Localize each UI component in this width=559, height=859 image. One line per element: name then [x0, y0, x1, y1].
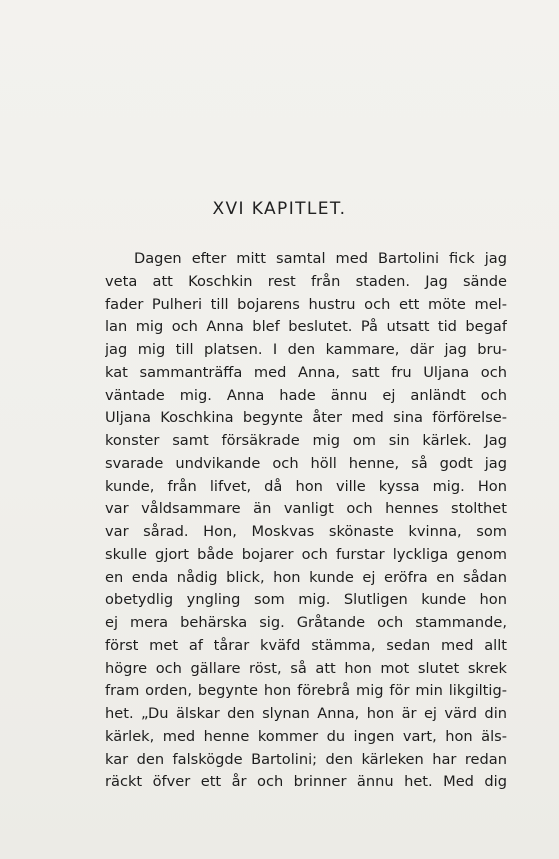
text-line: Dagen efter mitt samtal med Bartolini fick jag	[134, 250, 507, 267]
text-line: kärlek, med henne kommer du ingen vart, hon äls-	[105, 727, 507, 745]
text-line: konster samt försäkrade mig om sin kärlek. Jag	[105, 432, 507, 449]
text-line: obetydlig yngling som mig. Slutligen kunde hon	[105, 591, 507, 609]
body-text	[105, 248, 507, 794]
text-line: veta att Koschkin rest från staden. Jag sände	[105, 272, 507, 290]
text-line: lan mig och Anna blef beslutet. På utsatt tid begaf	[105, 318, 507, 336]
text-line: kar den falskögde Bartolini; den kärleken har redan	[105, 750, 507, 768]
text-line: kat sammanträffa med Anna, satt fru Uljana och	[105, 363, 507, 381]
text-line: het. „Du älskar den slynan Anna, hon är ej värd din	[105, 705, 507, 722]
text-line: Uljana Koschkina begynte åter med sina förförelse-	[105, 409, 507, 427]
text-line: kunde, från lifvet, då hon ville kyssa mig. Hon	[105, 477, 507, 495]
text-line: svarade undvikande och höll henne, så godt jag	[105, 454, 507, 472]
text-line: skulle gjort både bojarer och furstar lyckliga genom	[105, 545, 507, 563]
text-line: var våldsammare än vanligt och hennes stolthet	[105, 500, 507, 518]
text-line: fader Pulheri till bojarens hustru och ett möte mel-	[105, 295, 507, 313]
text-line: en enda nådig blick, hon kunde ej eröfra en sådan	[105, 568, 507, 586]
chapter-title: XVI KAPITLET.	[212, 199, 347, 219]
text-line: ej mera behärska sig. Gråtande och stammande,	[105, 614, 507, 631]
text-line: jag mig till platsen. I den kammare, där jag bru-	[105, 341, 507, 358]
text-line: högre och gällare röst, så att hon mot slutet skrek	[105, 659, 507, 677]
text-line: först met af tårar kväfd stämma, sedan med allt	[105, 636, 507, 654]
text-line: räckt öfver ett år och brinner ännu het. Med dig	[105, 773, 507, 791]
text-line: fram orden, begynte hon förebrå mig för min likgiltig-	[105, 682, 507, 700]
text-line: väntade mig. Anna hade ännu ej anländt och	[105, 386, 507, 404]
text-line: var sårad. Hon, Moskvas skönaste kvinna, som	[105, 523, 507, 540]
